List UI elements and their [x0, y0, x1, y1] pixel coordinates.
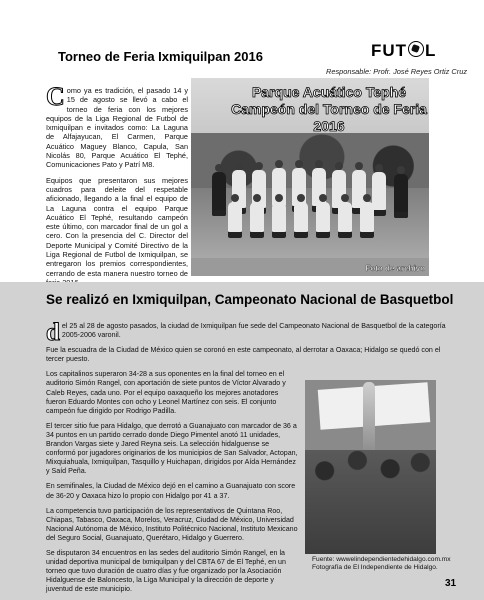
top-article-paragraph-1-text: omo ya es tradición, el pasado 14 y 15 de agosto se llevó a cabo el torneo de feria con los mejores equipos de la Liga Regional de Futbol de Ixmiquilpan e invitados como: La Laguna de Alfajayucan, El Carmen, Parque Acuático Maguey Blanco, Capula, San Nicolás 80, Parque Acuático El Tephé, Comunicaciones Pato y Patrí M8.	[46, 86, 188, 170]
player-head	[295, 160, 303, 168]
section-label-part2: L	[425, 41, 437, 60]
photo-credit: Foto de archivo	[365, 264, 425, 273]
player-figure	[228, 202, 242, 238]
bottom-article-paragraph-1	[46, 319, 456, 346]
player-figure	[338, 202, 352, 238]
player-head	[253, 194, 261, 202]
top-article-paragraph-2: Equipos que presentaron sus mejores cuadros para deleite del respetable aficionado, llegando a la final el equipo de La Laguna contra el equipo Parque Acuático El Tephé, resultando campeón este último, con marcador final de un gol a cero. Con la presencia del C. Director del Deporte Municipal y Comité Directivo de la Liga Regional de Futbol de Ixmiquilpan, se entregaron los premios correspondientes, cerrando de esta manera nuestro torneo de	[46, 175, 188, 278]
basketball-team-photo	[305, 380, 436, 554]
player-head	[275, 160, 283, 168]
photo-players-group	[305, 450, 436, 554]
soccer-ball-icon	[408, 41, 424, 57]
player-figure	[372, 172, 386, 216]
player-head	[375, 164, 383, 172]
player-head	[215, 164, 223, 172]
player-head	[341, 194, 349, 202]
player-head	[235, 162, 243, 170]
player-figure	[250, 202, 264, 238]
player-figure	[294, 202, 308, 238]
bottom-article-paragraph-5: En semifinales, la Ciudad de México dejó en el camino a Guanajuato con score de 36-20 y Oaxaca hizo lo propio con Hidalgo por 41 a 37.	[46, 482, 296, 500]
bottom-article-paragraph-6: La competencia tuvo participación de los representativos de Quintana Roo, Chiapas, Tabasco, Oaxaca, Morelos, Veracruz, Ciudad de México, Universidad Nacional Autónoma de México, Instituto Politécnico Nacional, Instituto Mexicano del Seguro Social, Guanajuato, Querétaro, Hidalgo y Guerrero.	[46, 506, 298, 542]
photo-caption-line-1: Parque Acuático Tephé	[251, 84, 407, 100]
section-label-part1: FUT	[371, 41, 408, 60]
section-label-futbol	[371, 41, 436, 61]
top-article-paragraph-1	[46, 82, 188, 170]
player-head	[275, 194, 283, 202]
player-head	[231, 194, 239, 202]
player-figure	[272, 202, 286, 238]
photo-caption	[229, 84, 429, 135]
player-head	[297, 194, 305, 202]
bottom-article-title: Se realizó en Ixmiquilpan, Campeonato Nacional de Basquetbol	[46, 292, 454, 307]
player-head	[255, 162, 263, 170]
player-head	[335, 162, 343, 170]
photo-source	[312, 556, 472, 573]
source-line-1: Fuente: wwwelindependientedehidalgo.com.mx	[312, 556, 451, 563]
bottom-article-paragraph-7: Se disputaron 34 encuentros en las sedes del auditorio Simón Rangel, en la unidad deportiva municipal de Ixmiquilpan y del CBTA 67 de El Tephé, en un torneo que tuvo duración de cuatro días y fue organizado por la Asociación Hidalguense de Baloncesto, la Liga Municipal y la dirección de deporte y juventud de este municipio.	[46, 548, 286, 594]
dropcap: d	[46, 319, 60, 346]
player-figure	[212, 172, 226, 216]
bottom-article-paragraph-1-text: el 25 al 28 de agosto pasados, la ciudad de Ixmiquilpan fue sede del Campeonato Nacional de Basquetbol de la categoría 2005-2006 varonil.	[61, 322, 446, 340]
player-figure	[360, 202, 374, 238]
player-head	[315, 160, 323, 168]
photo-caption-line-2: Campeón del Torneo de Feria 2016	[231, 101, 427, 134]
bottom-article-paragraph-4: El tercer sitio fue para Hidalgo, que derrotó a Guanajuato con marcador de 36 a 34 puntos en un partido cerrado donde Diego Pimentel anotó 11 unidades, Brandon Vargas siete y Jared Reyna seis. La selección hidalguense se conformó por jugadores originarios de los municipios de San Salvador, Actopan, Mixquiahuala, Ixmiquilpan, Tasquillo y Huichapan, dirigidos por Aída Hernández y Saíd Peña.	[46, 421, 298, 476]
player-head	[355, 162, 363, 170]
player-head	[319, 194, 327, 202]
dropcap: C	[46, 82, 65, 111]
source-line-2: Fotografía de El Independiente de Hidalgo.	[312, 564, 438, 572]
top-article-body	[46, 82, 188, 293]
bottom-article-paragraph-3: Los capitalinos superaron 34-28 a sus oponentes en la final del torneo en el auditorio Simón Rangel, con aportación de siete puntos de Víctor Alvarado y Caleb Reyes, cada uno. Por el equipo oaxaqueño los mejores anotadores fueron Eduardo Montes con ocho y Leonel Martínez con seis. El conjunto campeón fue dirigido por Rodrigo Padilla.	[46, 370, 286, 415]
player-head	[397, 166, 405, 174]
player-figure	[394, 174, 408, 218]
player-head	[363, 194, 371, 202]
page-number: 31	[445, 578, 457, 589]
bottom-article-paragraph-2: Fue la escuadra de la Ciudad de México quien se coronó en este campeonato, al derrotar a Oaxaca; Hidalgo se quedó con el tercer puesto.	[46, 346, 441, 364]
responsible-line: Responsable: Profr. José Reyes Ortiz Cruz	[326, 67, 468, 76]
player-figure	[316, 202, 330, 238]
team-photo	[191, 78, 429, 276]
top-article-title: Torneo de Feria Ixmiquilpan 2016	[58, 49, 263, 64]
